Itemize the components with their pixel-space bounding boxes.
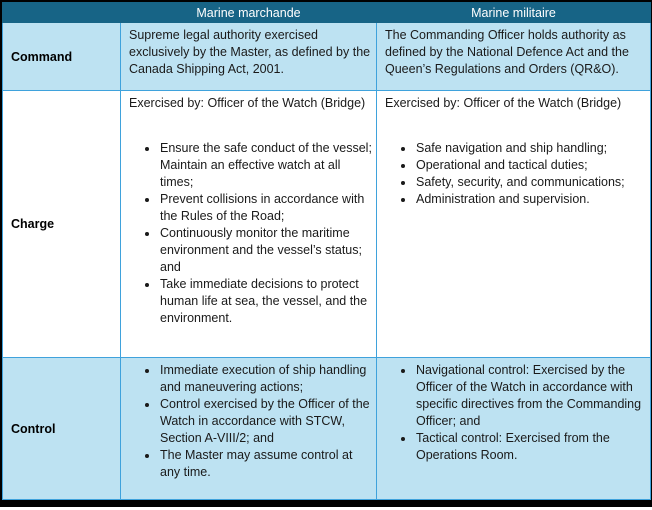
command-charge-control-table xyxy=(2,2,651,500)
table-header-row xyxy=(3,3,651,23)
bullet-item: • Navigational control: Exercised by the Officer of the Watch in accordance with specific directives from the Commanding Officer; and xyxy=(415,362,646,430)
bullet-item: • Safety, security, and communications; xyxy=(415,174,646,191)
bullet-list xyxy=(129,140,372,327)
row-label-control: Control xyxy=(3,358,121,500)
bullet-item: • Safe navigation and ship handling; xyxy=(415,140,646,157)
paragraph-spacer xyxy=(385,112,646,140)
header-marine-marchande: Marine marchande xyxy=(121,3,377,23)
row-label-command: Command xyxy=(3,23,121,91)
cell-control-marchande xyxy=(121,358,377,500)
table-row-charge xyxy=(3,91,651,358)
cell-control-militaire xyxy=(377,358,651,500)
bullet-list xyxy=(385,362,646,464)
bullet-item: • Tactical control: Exercised from the Operations Room. xyxy=(415,430,646,464)
bullet-item: • Administration and supervision. xyxy=(415,191,646,208)
bullet-list xyxy=(129,362,372,481)
paragraph: The Commanding Officer holds authority as defined by the National Defence Act and the Queen’s Regulations and Orders (QR&O). xyxy=(385,28,629,76)
bullet-item: • Operational and tactical duties; xyxy=(415,157,646,174)
header-corner-cell xyxy=(3,3,121,23)
cell-charge-marchande xyxy=(121,91,377,358)
paragraph: Exercised by: Officer of the Watch (Bridge) xyxy=(385,96,622,110)
cell-charge-militaire xyxy=(377,91,651,358)
table-row-control xyxy=(3,358,651,500)
paragraph-spacer xyxy=(129,112,372,140)
cell-command-marchande xyxy=(121,23,377,91)
cell-command-militaire xyxy=(377,23,651,91)
bullet-list xyxy=(385,140,646,208)
table-row-command xyxy=(3,23,651,91)
paragraph: Exercised by: Officer of the Watch (Bridge) xyxy=(129,96,366,110)
bullet-item: • Continuously monitor the maritime environment and the vessel’s status; and xyxy=(159,225,372,276)
bullet-item: • Control exercised by the Officer of the Watch in accordance with STCW, Section A-VIII/2; and xyxy=(159,396,372,447)
bullet-item: • Take immediate decisions to protect human life at sea, the vessel, and the environment. xyxy=(159,276,372,327)
bullet-item: • Ensure the safe conduct of the vessel; Maintain an effective watch at all times; xyxy=(159,140,372,191)
bullet-item: • The Master may assume control at any time. xyxy=(159,447,372,481)
bullet-item: • Immediate execution of ship handling and maneuvering actions; xyxy=(159,362,372,396)
bullet-item: • Prevent collisions in accordance with the Rules of the Road; xyxy=(159,191,372,225)
paragraph: Supreme legal authority exercised exclusively by the Master, as defined by the Canada Shipping Act, 2001. xyxy=(129,28,371,76)
header-marine-militaire: Marine militaire xyxy=(377,3,651,23)
row-label-charge: Charge xyxy=(3,91,121,358)
